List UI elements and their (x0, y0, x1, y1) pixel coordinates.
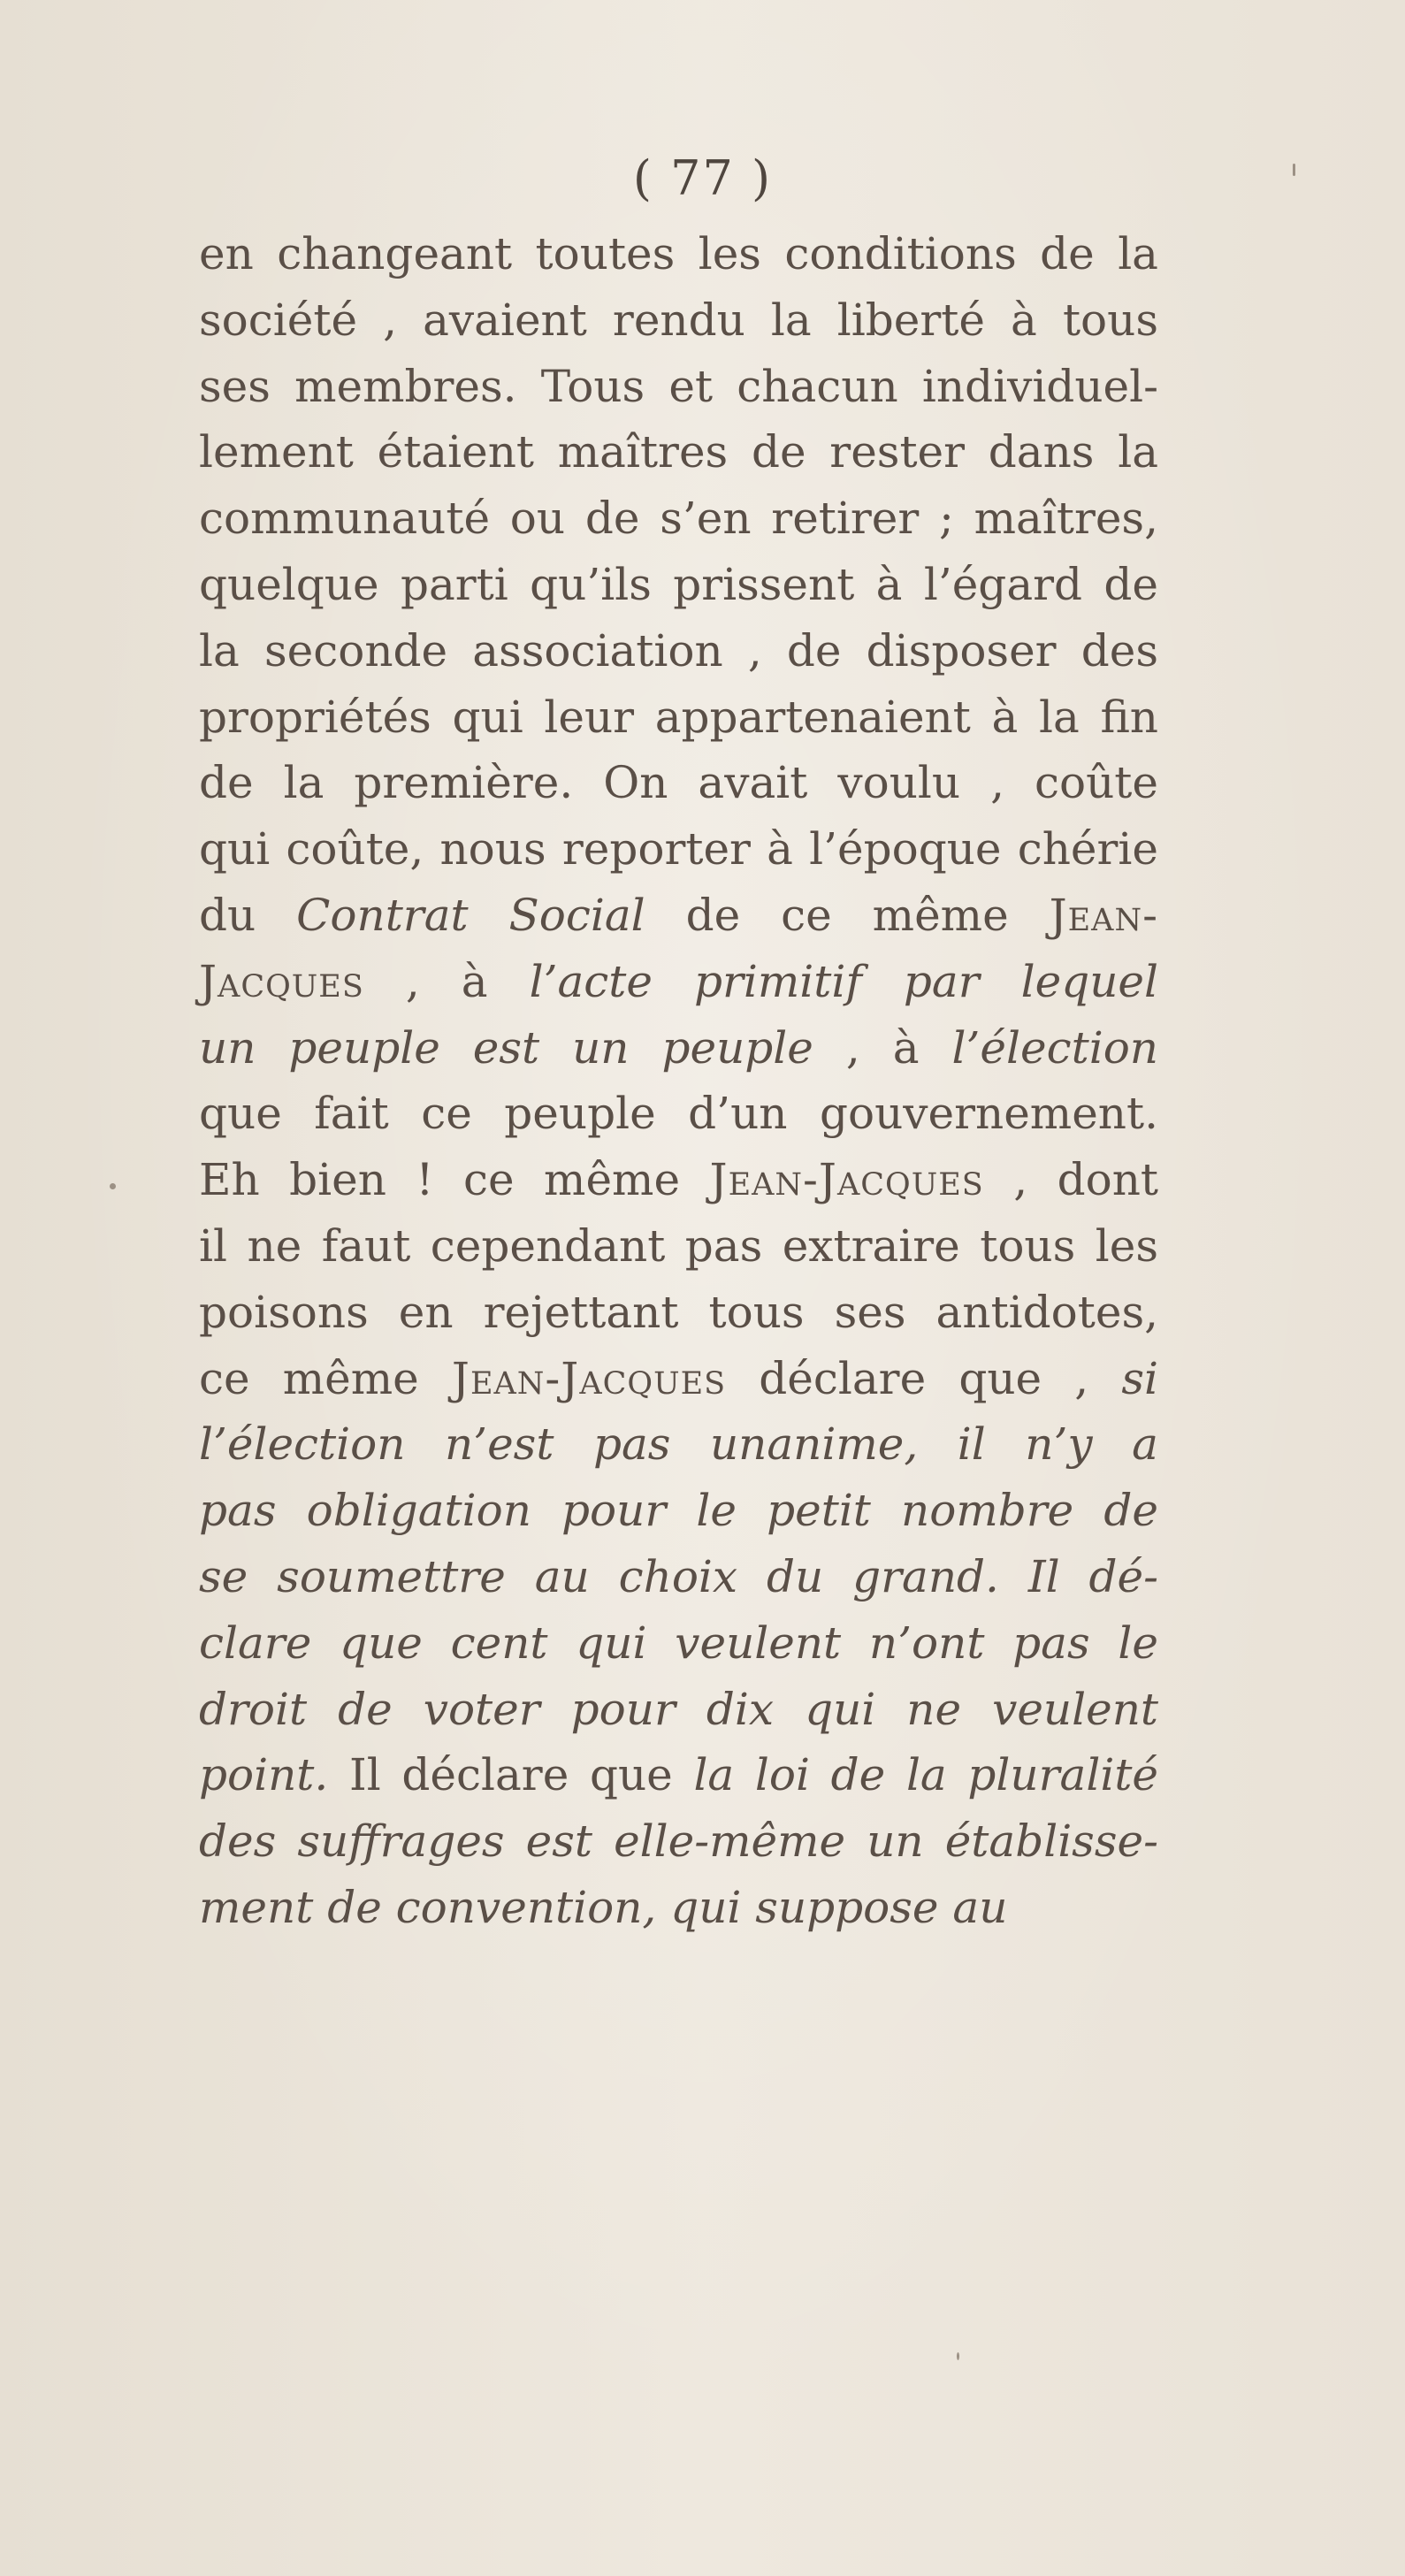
text-line (199, 1015, 1158, 1082)
paper-speck (957, 2352, 959, 2360)
text-segment: , à (813, 1021, 952, 1074)
text-line (199, 949, 1158, 1015)
text-segment: clare que cent qui veulent n’ont pas le (199, 1617, 1158, 1669)
text-segment: Jacques (199, 955, 364, 1007)
text-line (199, 1808, 1158, 1875)
text-line (199, 1346, 1158, 1412)
text-segment: propriétés qui leur appartenaient à la fin (199, 691, 1158, 743)
text-line (199, 1742, 1158, 1808)
text-segment: point. (199, 1749, 329, 1801)
text-segment: de ce même (645, 889, 1050, 941)
paper-speck (1293, 164, 1295, 176)
text-segment: Eh bien ! ce même (199, 1154, 710, 1206)
text-segment: l’élection (951, 1021, 1158, 1074)
text-line (199, 1875, 1158, 1941)
text-line (199, 287, 1158, 354)
paper-speck (110, 1183, 116, 1189)
text-segment: de la première. On avait voulu , coûte (199, 757, 1158, 809)
text-segment: communauté ou de s’en retirer ; maîtres, (199, 493, 1158, 545)
text-line (199, 221, 1158, 287)
text-line (199, 1610, 1158, 1677)
text-segment: ce même (199, 1352, 452, 1404)
text-segment: pas obligation pour le petit nombre de (199, 1485, 1158, 1537)
text-line (199, 684, 1158, 751)
text-segment: en changeant toutes les conditions de la (199, 228, 1158, 279)
body-text (199, 221, 1158, 1941)
text-segment: quelque parti qu’ils prissent à l’égard de (199, 558, 1158, 610)
text-segment: Jean- (1049, 889, 1158, 941)
page-number: ( 77 ) (632, 150, 773, 206)
text-line (199, 1544, 1158, 1610)
text-segment: déclare que , (726, 1352, 1122, 1404)
text-line (199, 816, 1158, 883)
text-line (199, 485, 1158, 552)
text-segment: il ne faut cependant pas extraire tous les (199, 1219, 1158, 1272)
text-line (199, 883, 1158, 949)
text-segment: se soumettre au choix du grand. Il dé- (199, 1550, 1158, 1602)
text-line (199, 354, 1158, 420)
text-segment: droit de voter pour dix qui ne veulent (199, 1683, 1158, 1735)
text-segment: que fait ce peuple d’un gouvernement. (199, 1088, 1158, 1140)
text-segment: l’élection n’est pas unanime, il n’y a (199, 1418, 1158, 1471)
text-segment: Il déclare que (328, 1749, 694, 1801)
text-line (199, 1280, 1158, 1346)
text-segment: la loi de la pluralité (693, 1749, 1158, 1801)
text-segment: Jean-Jacques (709, 1154, 984, 1206)
text-segment: la seconde association , de disposer des (199, 624, 1158, 676)
text-segment: , à (363, 955, 530, 1007)
text-line (199, 419, 1158, 485)
text-line (199, 1147, 1158, 1213)
text-segment: ses membres. Tous et chacun individuel- (199, 360, 1158, 412)
text-line (199, 1081, 1158, 1147)
text-line (199, 750, 1158, 816)
text-line (199, 618, 1158, 684)
text-line (199, 1478, 1158, 1544)
text-segment: l’acte primitif par lequel (529, 955, 1159, 1007)
text-segment: poisons en rejettant tous ses antidotes, (199, 1286, 1158, 1338)
text-segment: Contrat Social (296, 889, 645, 941)
text-segment: un peuple est un peuple (199, 1021, 813, 1074)
text-segment: société , avaient rendu la liberté à tous (199, 294, 1158, 346)
text-segment: des suffrages est elle-même un établisse- (199, 1815, 1158, 1868)
text-segment: Jean-Jacques (451, 1352, 727, 1404)
text-segment: si (1121, 1352, 1158, 1404)
text-segment: ment de convention, qui suppose au (199, 1881, 1008, 1933)
text-line (199, 1213, 1158, 1280)
text-segment: qui coûte, nous reporter à l’époque chérie (199, 823, 1158, 875)
text-line (199, 552, 1158, 618)
text-line (199, 1677, 1158, 1743)
text-segment: du (199, 889, 297, 941)
text-line (199, 1411, 1158, 1478)
text-segment: , dont (983, 1154, 1158, 1206)
text-segment: lement étaient maîtres de rester dans la (199, 426, 1158, 478)
